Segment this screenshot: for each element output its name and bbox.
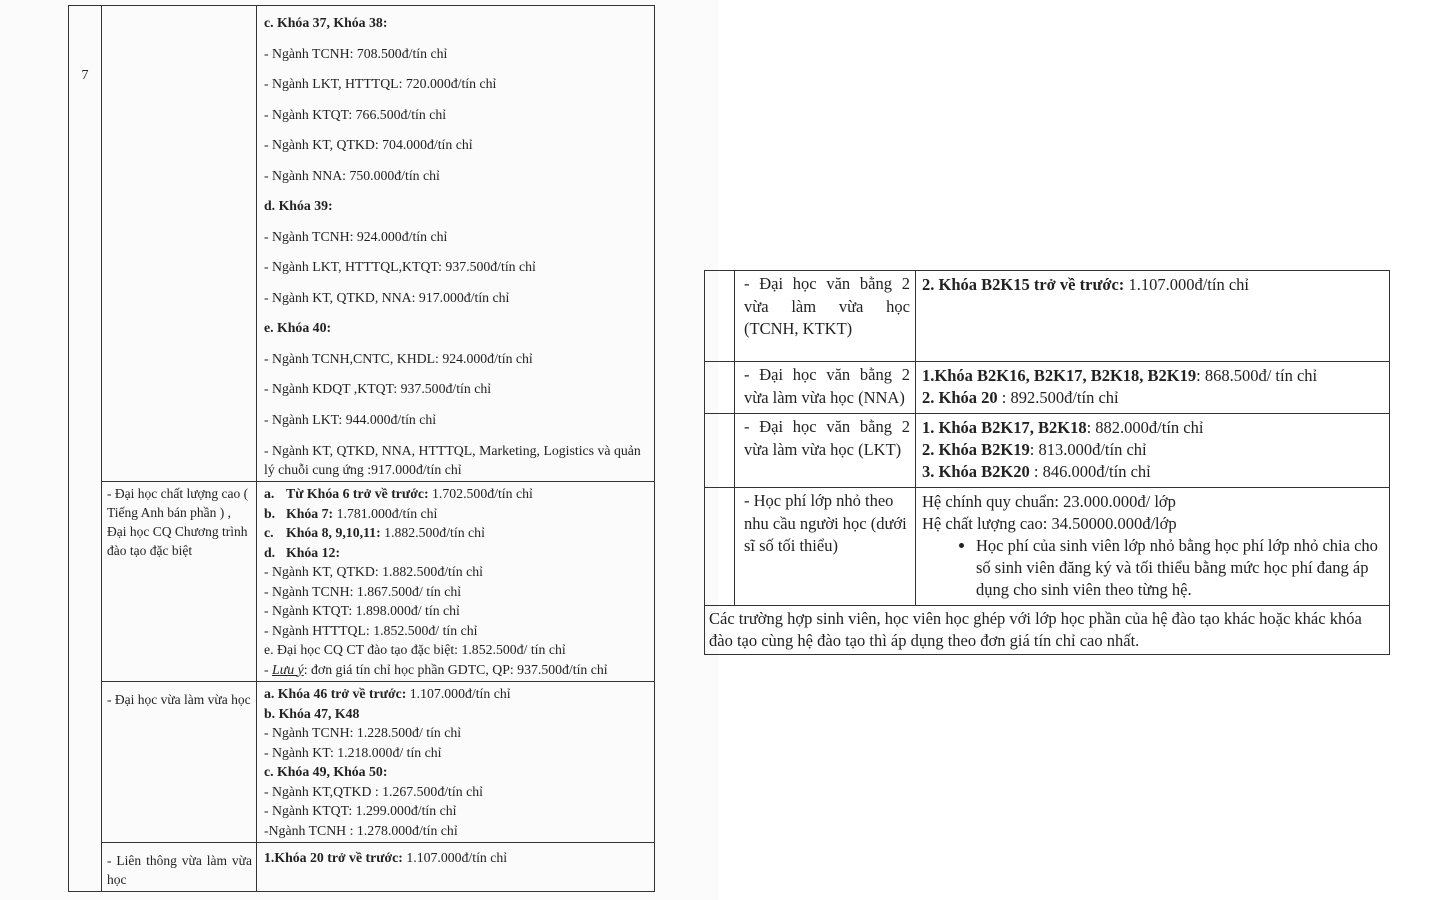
left-document-page xyxy=(0,0,718,900)
fee-cell xyxy=(257,6,655,482)
fee-line: - Ngành KT, QTKD, NNA: 917.000đ/tín chỉ xyxy=(264,289,510,305)
spacer-cell xyxy=(705,488,735,606)
fee-line: - Ngành TCNH: 1.228.500đ/ tín chỉ xyxy=(264,725,462,740)
fee-line: - Ngành KT,QTKD : 1.267.500đ/tín chỉ xyxy=(264,783,483,799)
fee-line: - Ngành KTQT: 1.898.000đ/ tín chỉ xyxy=(264,603,460,618)
tuition-table-left xyxy=(68,5,655,892)
fee-line: - Ngành HTTTQL: 1.852.500đ/ tín chỉ xyxy=(264,622,478,638)
fee-line: a. Khóa 46 trở về trước: 1.107.000đ/tín chỉ xyxy=(264,686,511,701)
fee-cell xyxy=(257,843,655,892)
fee-cell xyxy=(916,271,1390,362)
spacer-cell xyxy=(705,414,735,488)
fee-line: Hệ chính quy chuẩn: 23.000.000đ/ lớp xyxy=(922,492,1176,511)
section-heading: c. Khóa 37, Khóa 38: xyxy=(264,15,388,30)
fee-line: - Ngành LKT: 944.000đ/tín chỉ xyxy=(264,411,437,427)
fee-line: - Ngành KT, QTKD: 704.000đ/tín chỉ xyxy=(264,137,473,152)
fee-line: c. Khóa 8, 9,10,11: 1.882.500đ/tín chỉ xyxy=(264,525,485,540)
level-cell: - Đại học chất lượng cao ( Tiếng Anh bán phần ) , Đại học CQ Chương trình đào tạo đặc biệt xyxy=(102,482,257,682)
spacer-cell xyxy=(705,271,735,362)
note-line: - Lưu ý: đơn giá tín chỉ học phần GDTC, QP: 937.500đ/tín chỉ xyxy=(264,661,608,677)
fee-line: - Ngành NNA: 750.000đ/tín chỉ xyxy=(264,167,440,183)
table-row xyxy=(705,606,1390,655)
fee-line: a. Từ Khóa 6 trở về trước: 1.702.500đ/tín chỉ xyxy=(264,486,533,501)
fee-line: - Ngành KT, QTKD, NNA, HTTTQL, Marketing, Logistics và quản lý chuỗi cung ứng :917.000đ/tín chỉ xyxy=(264,443,641,477)
level-cell: - Học phí lớp nhỏ theo nhu cầu người học (dưới sĩ số tối thiểu) xyxy=(735,488,916,606)
fee-line: 1.Khóa B2K16, B2K17, B2K18, B2K19: 868.500đ/ tín chỉ xyxy=(922,366,1318,385)
fee-line: 1.Khóa 20 trở về trước: 1.107.000đ/tín chỉ xyxy=(264,850,508,865)
table-row xyxy=(705,271,1390,362)
table-row xyxy=(705,414,1390,488)
section-heading: d. Khóa 39: xyxy=(264,198,333,213)
level-cell: - Đại học vừa làm vừa học xyxy=(102,682,257,843)
fee-line: - Ngành LKT, HTTTQL: 720.000đ/tín chỉ xyxy=(264,76,497,91)
fee-line: - Ngành TCNH: 1.867.500đ/ tín chỉ xyxy=(264,583,462,599)
table-row xyxy=(705,362,1390,414)
table-row xyxy=(69,482,655,682)
fee-line: - Ngành TCNH,CNTC, KHDL: 924.000đ/tín chỉ xyxy=(264,350,533,366)
list-item: • Học phí của sinh viên lớp nhỏ bằng học phí lớp nhỏ chia cho số sinh viên đăng ký và tối thiểu bằng mức học phí đang áp dụng cho sinh viên theo từng hệ. xyxy=(976,535,1385,601)
fee-line: 2. Khóa 20 : 892.500đ/tín chỉ xyxy=(922,388,1119,407)
fee-line: - Ngành TCNH: 708.500đ/tín chỉ xyxy=(264,45,448,61)
table-row xyxy=(69,6,655,482)
fee-cell xyxy=(257,682,655,843)
fee-line: - Ngành KDQT ,KTQT: 937.500đ/tín chỉ xyxy=(264,381,492,396)
fee-line: - Ngành KT: 1.218.000đ/ tín chỉ xyxy=(264,744,442,760)
fee-line: - Ngành TCNH: 924.000đ/tín chỉ xyxy=(264,228,448,244)
level-cell: - Liên thông vừa làm vừa học xyxy=(102,843,257,892)
note-cell: Các trường hợp sinh viên, học viên học ghép với lớp học phần của hệ đào tạo khác hoặc khác khóa đào tạo cùng hệ đào tạo thì áp dụng theo đơn giá tín chỉ cao nhất. xyxy=(705,606,1390,655)
fee-line: 2. Khóa B2K19: 813.000đ/tín chỉ xyxy=(922,440,1147,459)
spacer-cell xyxy=(705,362,735,414)
table-row xyxy=(69,682,655,843)
row-number: 7 xyxy=(69,6,102,892)
section-heading: e. Khóa 40: xyxy=(264,320,332,335)
table-row xyxy=(69,843,655,892)
fee-line: d. Khóa 12: xyxy=(264,544,341,560)
fee-cell xyxy=(257,482,655,682)
level-cell: - Đại học văn bằng 2 vừa làm vừa học (TCNH, KTKT) xyxy=(735,271,916,362)
level-cell xyxy=(102,6,257,482)
tuition-table-right xyxy=(704,270,1390,655)
level-cell: - Đại học văn bằng 2 vừa làm vừa học (NNA) xyxy=(735,362,916,414)
fee-cell xyxy=(916,362,1390,414)
fee-line: e. Đại học CQ CT đào tạo đặc biệt: 1.852.500đ/ tín chỉ xyxy=(264,642,566,657)
table-row xyxy=(705,488,1390,606)
fee-line: -Ngành TCNH : 1.278.000đ/tín chỉ xyxy=(264,822,458,838)
section-heading: c. Khóa 49, Khóa 50: xyxy=(264,764,388,779)
fee-line: 3. Khóa B2K20 : 846.000đ/tín chỉ xyxy=(922,462,1151,481)
fee-line: 1. Khóa B2K17, B2K18: 882.000đ/tín chỉ xyxy=(922,418,1204,437)
fee-line: Hệ chất lượng cao: 34.50000.000đ/lớp xyxy=(922,514,1177,533)
fee-line: - Ngành KTQT: 766.500đ/tín chỉ xyxy=(264,106,447,122)
fee-line: - Ngành LKT, HTTTQL,KTQT: 937.500đ/tín chỉ xyxy=(264,259,536,274)
fee-line: 2. Khóa B2K15 trở về trước: 1.107.000đ/tín chỉ xyxy=(922,275,1249,294)
fee-cell xyxy=(916,414,1390,488)
bullet-list xyxy=(922,535,1385,601)
fee-line: b. Khóa 7: 1.781.000đ/tín chỉ xyxy=(264,505,438,521)
fee-cell xyxy=(916,488,1390,606)
section-heading: b. Khóa 47, K48 xyxy=(264,705,360,721)
level-cell: - Đại học văn bằng 2 vừa làm vừa học (LKT) xyxy=(735,414,916,488)
fee-line: - Ngành KT, QTKD: 1.882.500đ/tín chỉ xyxy=(264,564,483,579)
fee-line: - Ngành KTQT: 1.299.000đ/tín chỉ xyxy=(264,803,457,818)
